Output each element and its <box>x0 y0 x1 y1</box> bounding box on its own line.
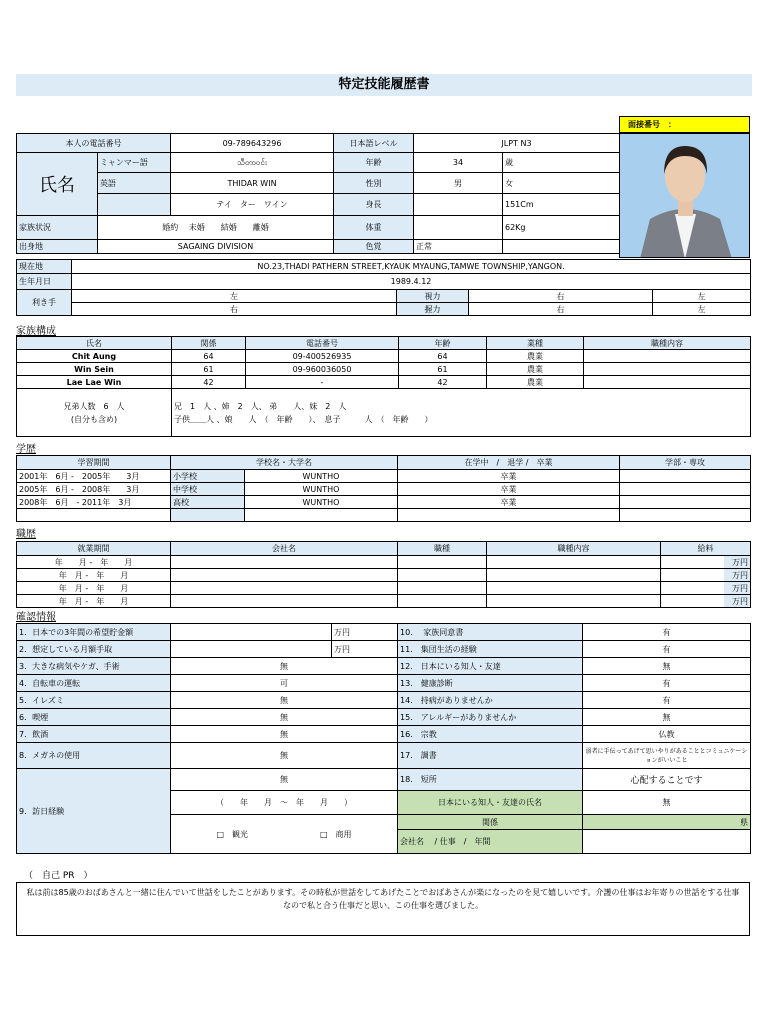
self-pr-label: （ 自己 PR ） <box>24 871 93 881</box>
edu-header-period: 学習期間 <box>17 456 171 470</box>
gender-male: 男 <box>414 173 503 194</box>
weight-label: 体重 <box>334 216 414 240</box>
family-table <box>16 336 751 437</box>
acquaintance-label: 日本にいる知人・友達の氏名 <box>398 791 583 815</box>
grip-left: 左 <box>653 303 751 316</box>
myanmar-label: ミャンマー語 <box>98 153 171 173</box>
family-status-value: 婚約 未婚 結婚 離婚 <box>98 216 334 240</box>
katakana-name: テイ ター ワイン <box>171 194 334 216</box>
table-row: Lae Lae Win 42 - 42 農業 <box>17 376 751 389</box>
table-row: 年 月 - 年 月 万円 <box>17 582 751 595</box>
work-header-job: 職種 <box>398 542 487 556</box>
height-label: 身長 <box>334 194 414 216</box>
table-row: 年 月 - 年 月 万円 <box>17 556 751 569</box>
table-row: 2008年 6月 - 2011年 3月 高校 WUNTHO 卒業 <box>17 496 751 509</box>
birthplace-value: SAGAING DIVISION <box>98 240 334 254</box>
family-header-name: 氏名 <box>17 337 172 350</box>
work-table <box>16 541 751 608</box>
family-status-label: 家族状況 <box>17 216 98 240</box>
company-job-label: 会社名 / 仕事 / 年間 <box>398 830 583 854</box>
table-row: 2001年 6月 - 2005年 3月 小学校 WUNTHO 卒業 <box>17 470 751 483</box>
visit-value: 無 <box>171 769 398 791</box>
page-title: 特定技能履歴書 <box>16 74 752 96</box>
portrait-icon <box>620 134 750 258</box>
birthdate-value: 1989.4.12 <box>72 274 751 290</box>
confirm-section-title: 確認情報 <box>16 612 56 623</box>
siblings-detail: 兄 1 人 、姉 2 人、 弟 人、妹 2 人 子供＿＿人 、娘 人 （ 年齢 ）、 息子 人 （ 年齢 ） <box>172 389 751 437</box>
vision-left: 左 <box>653 290 751 303</box>
table-row: Chit Aung 64 09-400526935 64 農業 <box>17 350 751 363</box>
interview-number-label: 面接番号 ： <box>619 116 750 133</box>
confirm-table: 1．日本での3年間の希望貯金額 万円 10. 家族同意書 有 2．想定している月額手取 万円 11. 集団生活の経験 有 3．大きな病気やケガ、手術 無 12. 日本にいる知人・友達 無 4．自転車の運転 可 13. 健康診断 有 5．イレズミ 無 14. 持病がありませんか 有 6．喫煙 無 15. アレルギーがありませんか 無 7．飲酒 無 16. 宗教 仏教 8．メガネの使用 無 17. 調書 弱者に手伝ってあげて思いやりがあることとコミュニケーションがいいこと 9．訪日経験 無 18. 短所 心配することです （ 年 月 ～ 年 月 ） 日本にいる知人・友達の氏名 無 □ 観光 □ 商用 関係 県 会社名 / 仕事 / 年間 <box>16 623 751 854</box>
phone-value: 09-789643296 <box>171 134 334 153</box>
jp-level-label: 日本語レベル <box>334 134 414 153</box>
table-row: 2005年 6月 - 2008年 3月 中学校 WUNTHO 卒業 <box>17 483 751 496</box>
gender-label: 性別 <box>334 173 414 194</box>
relation-label: 関係 <box>398 815 583 830</box>
age-unit: 歳 <box>503 153 620 173</box>
address-table <box>16 259 751 316</box>
birthplace-label: 出身地 <box>17 240 98 254</box>
name-label: 氏名 <box>17 153 98 216</box>
grip-label: 握力 <box>397 303 469 316</box>
work-header-period: 就業期間 <box>17 542 171 556</box>
phone-label: 本人の電話番号 <box>17 134 171 153</box>
work-section-title: 職歴 <box>16 529 36 540</box>
color-vision-value: 正常 <box>414 240 503 254</box>
english-label: 英語 <box>98 173 171 194</box>
myanmar-name: သီတာဝင်း <box>171 153 334 173</box>
education-section-title: 学歴 <box>16 444 36 455</box>
education-table <box>16 455 751 522</box>
gender-female: 女 <box>503 173 620 194</box>
applicant-photo <box>619 133 750 258</box>
hand-left: 左 <box>72 290 397 303</box>
vision-right: 右 <box>469 290 653 303</box>
family-header-job: 職種内容 <box>584 337 751 350</box>
hand-right: 右 <box>72 303 397 316</box>
edu-header-status: 在学中 / 退学 / 卒業 <box>398 456 620 470</box>
dominant-hand-label: 利き手 <box>17 290 72 316</box>
color-vision-label: 色覚 <box>334 240 414 254</box>
acquaintance-value: 無 <box>583 791 751 815</box>
address-label: 現在地 <box>17 260 72 274</box>
age-value: 34 <box>414 153 503 173</box>
birthdate-label: 生年月日 <box>17 274 72 290</box>
vision-label: 視力 <box>397 290 469 303</box>
table-row: Win Sein 61 09-960036050 61 農業 <box>17 363 751 376</box>
work-header-salary: 給料 <box>661 542 751 556</box>
address-value: NO.23,THADI PATHERN STREET,KYAUK MYAUNG,TAMWE TOWNSHIP,YANGON. <box>72 260 751 274</box>
weight-value: 62Kg <box>503 216 620 240</box>
edu-header-school: 学校名・大学名 <box>171 456 398 470</box>
visit-kind: □ 観光 □ 商用 <box>171 815 398 854</box>
profile-table <box>16 133 620 254</box>
jp-level-value: JLPT N3 <box>414 134 620 153</box>
family-header-relation: 関係 <box>172 337 246 350</box>
work-header-company: 会社名 <box>171 542 398 556</box>
family-header-phone: 電話番号 <box>246 337 399 350</box>
family-section-title: 家族構成 <box>16 326 56 337</box>
table-row: 年 月 - 年 月 万円 <box>17 569 751 582</box>
family-header-industry: 業種 <box>487 337 584 350</box>
work-header-detail: 職種内容 <box>487 542 661 556</box>
english-name: THIDAR WIN <box>171 173 334 194</box>
visit-label: 9．訪日経験 <box>17 769 171 854</box>
family-header-age: 年齢 <box>399 337 487 350</box>
self-pr-text: 私は前は85歳のおばあさんと一緒に住んでいて世話をしたことがあります。その時私が世話をしてあげたことでおばあさんが楽になったのを見て嬉しいです。介護の仕事はお年寄りの世話をする仕事なので私と合う仕事だと思い、この仕事を選びました。 <box>16 882 750 936</box>
grip-right: 右 <box>469 303 653 316</box>
table-row: 年 月 - 年 月 万円 <box>17 595 751 608</box>
age-label: 年齢 <box>334 153 414 173</box>
siblings-count: 兄弟人数 6 人 (自分も含め) <box>17 389 172 437</box>
prefecture-label: 県 <box>583 815 751 830</box>
edu-header-major: 学部・専攻 <box>620 456 751 470</box>
height-value: 151Cm <box>503 194 620 216</box>
visit-period: （ 年 月 ～ 年 月 ） <box>171 791 398 815</box>
